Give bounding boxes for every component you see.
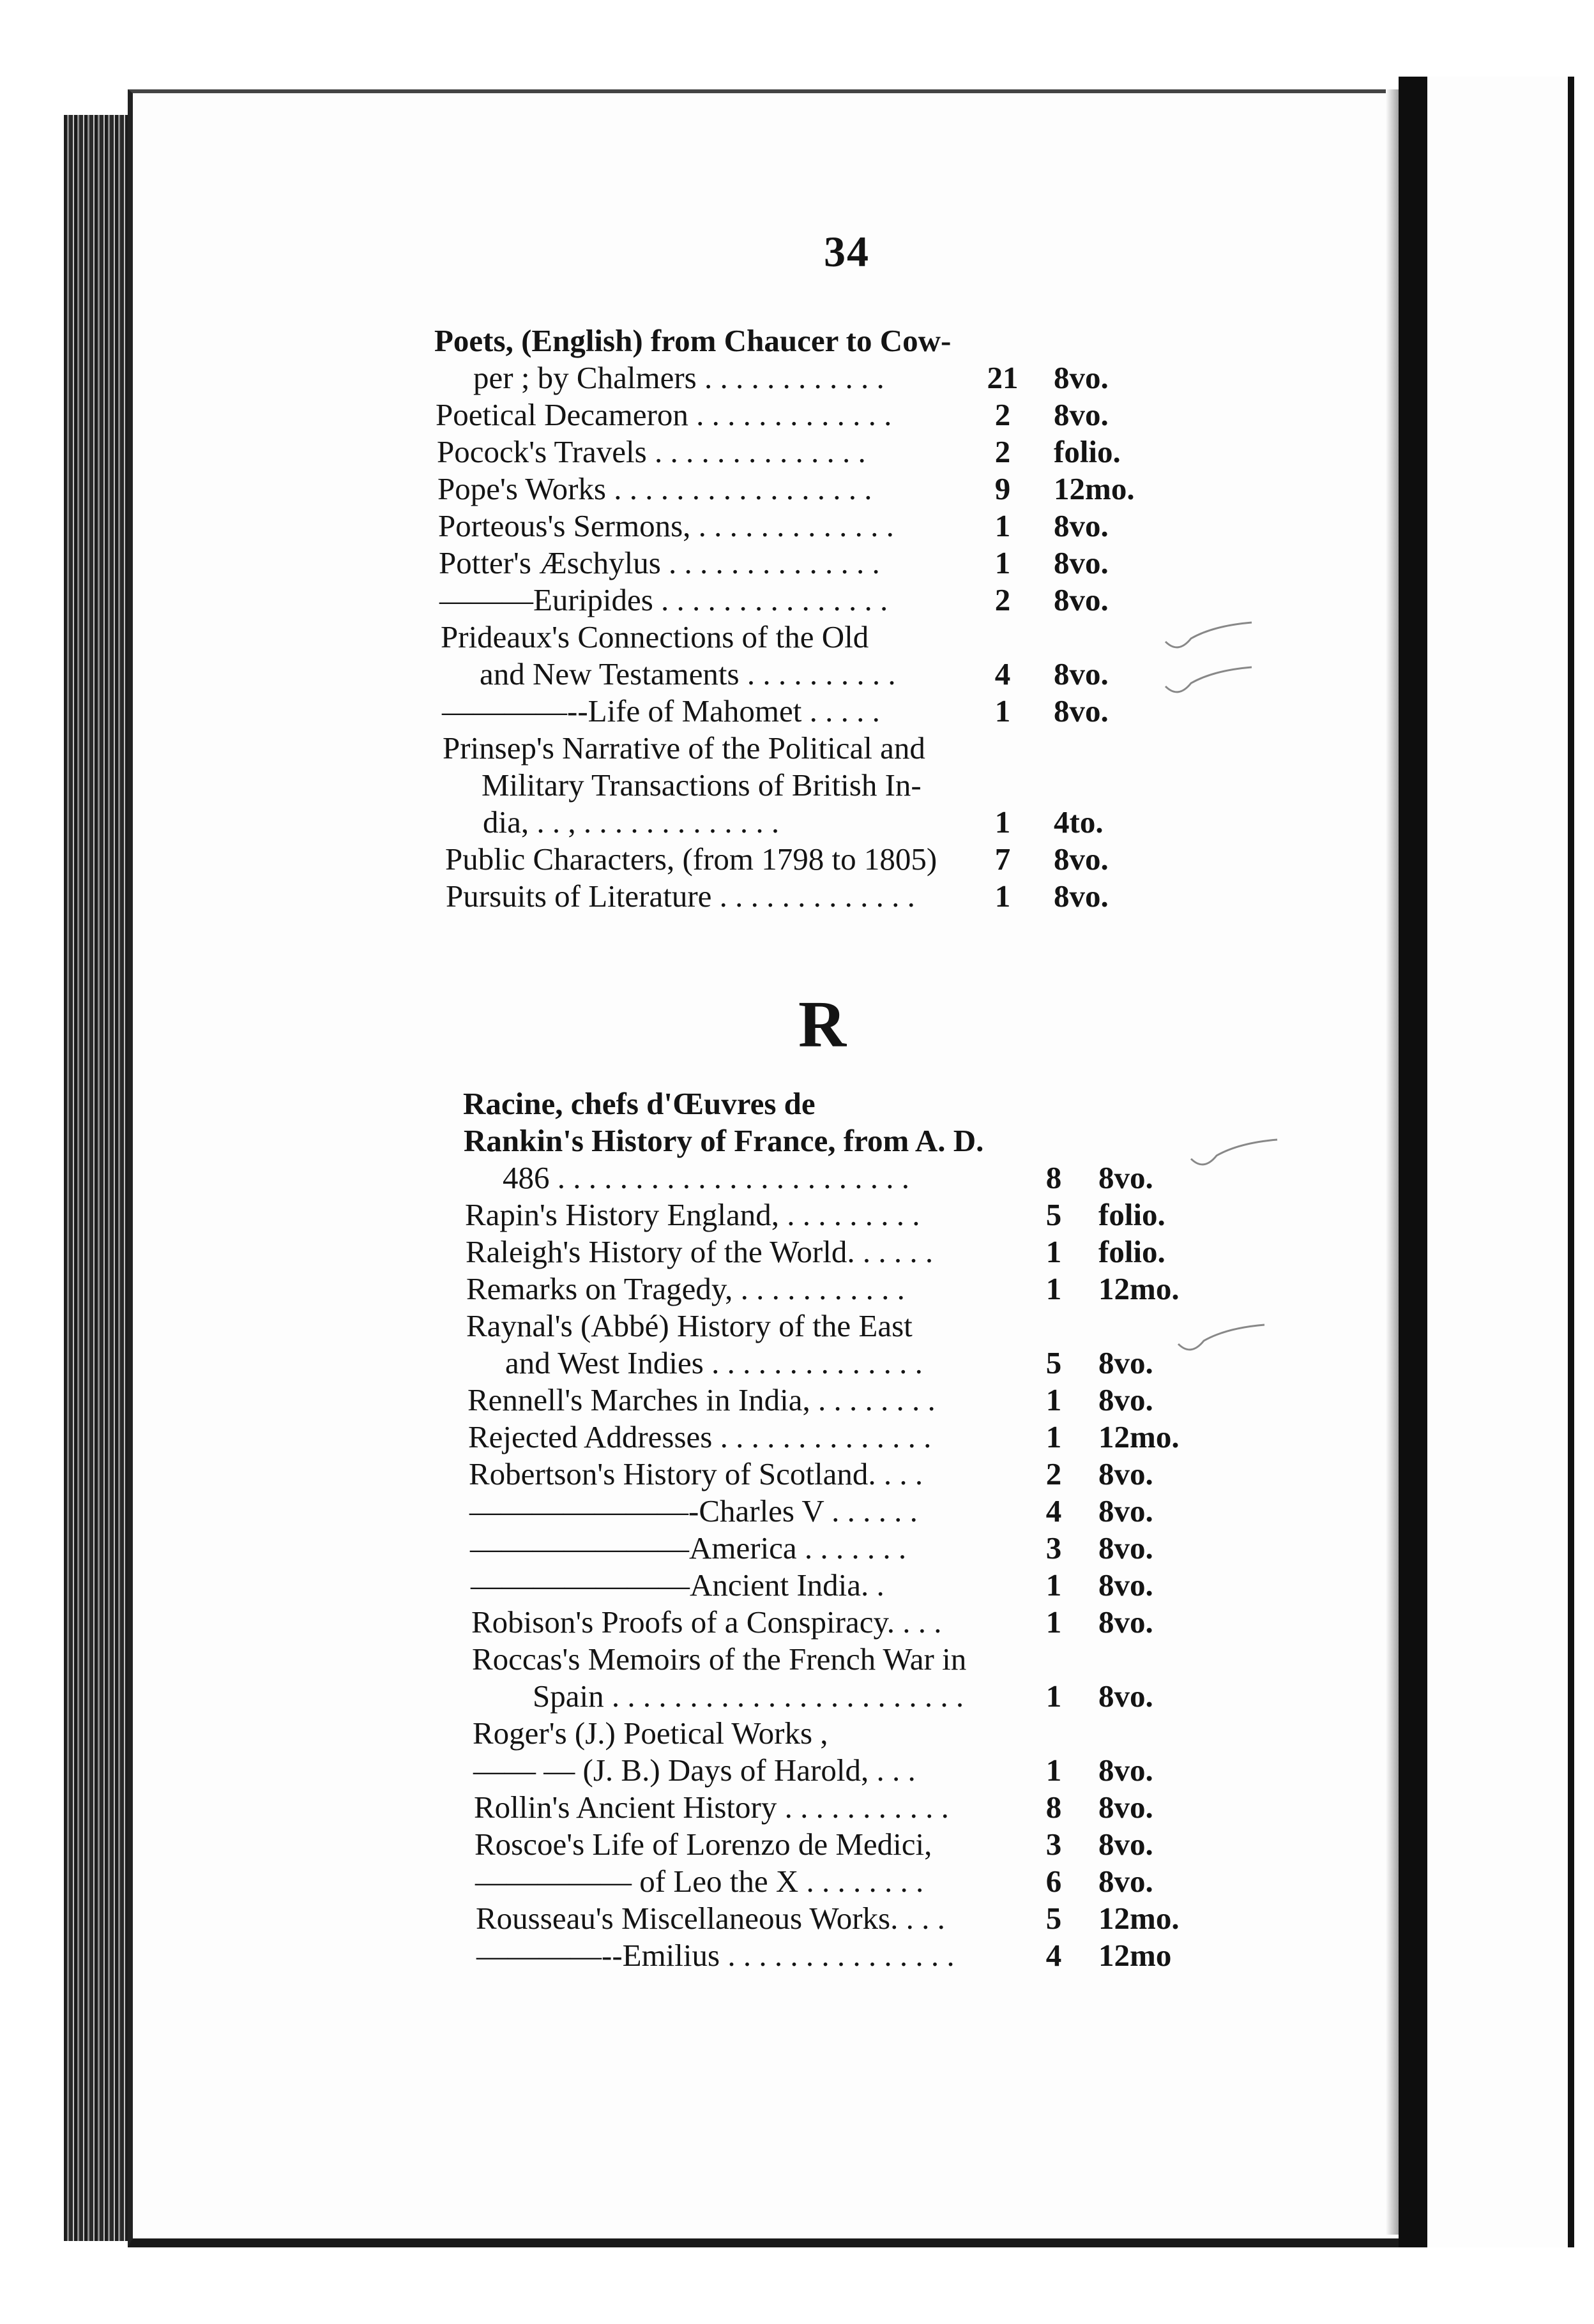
entry-volumes: 6 (1045, 1864, 1062, 1899)
entry-volumes: 7 (994, 841, 1011, 877)
entry-title: Spain . . . . . . . . . . . . . . . . . . . . . . . (533, 1679, 964, 1714)
catalogue-entry (469, 1456, 1203, 1493)
catalogue-entry (472, 1641, 1206, 1678)
entry-title: Raleigh's History of the World. . . . . . (466, 1234, 934, 1269)
entry-format: 8vo. (1098, 1382, 1153, 1417)
catalogue-entry (467, 1382, 1202, 1419)
entry-title: Rollin's Ancient History . . . . . . . . . . . (474, 1790, 949, 1825)
entry-volumes: 3 (1045, 1827, 1062, 1862)
catalogue-entry (441, 619, 1175, 656)
entry-title: Remarks on Tragedy, . . . . . . . . . . . (466, 1271, 905, 1306)
entry-volumes: 1 (994, 804, 1011, 840)
catalogue-entry (446, 878, 1180, 915)
entry-volumes: 1 (994, 545, 1011, 580)
spine-shadow (1386, 89, 1400, 2235)
catalogue-entry (473, 1715, 1207, 1752)
entry-volumes: 1 (994, 879, 1011, 914)
entry-title: Poets, (English) from Chaucer to Cow- (434, 323, 952, 358)
entry-title: Robison's Proofs of a Conspiracy. . . . (471, 1604, 942, 1640)
entry-volumes: 4 (994, 656, 1011, 691)
entry-title: Potter's Æschylus . . . . . . . . . . . . . . (439, 545, 880, 580)
entry-volumes: 1 (1045, 1419, 1062, 1454)
entry-format: 8vo. (1098, 1604, 1153, 1640)
entry-title: Porteous's Sermons, . . . . . . . . . . . . . (438, 508, 894, 543)
entry-title: Rapin's History England, . . . . . . . . . (465, 1197, 920, 1232)
entry-title: and New Testaments . . . . . . . . . . (480, 656, 896, 691)
entry-title: Poetical Decameron . . . . . . . . . . . . . (436, 397, 892, 432)
catalogue-entry (442, 693, 1176, 730)
entry-title: Racine, chefs d'Œuvres de (463, 1086, 816, 1121)
entry-title: per ; by Chalmers . . . . . . . . . . . . (473, 360, 884, 395)
catalogue-entry (483, 804, 1217, 841)
catalogue-entry (434, 322, 1169, 359)
catalogue-entry (443, 730, 1177, 767)
entry-format: folio. (1098, 1234, 1165, 1269)
entry-format: 8vo. (1098, 1790, 1153, 1825)
catalogue-entry (436, 396, 1170, 434)
entry-format: 8vo. (1054, 693, 1109, 728)
entry-title: ————--Emilius . . . . . . . . . . . . . . . (476, 1938, 955, 1973)
entry-volumes: 9 (994, 471, 1011, 506)
catalogue-entry (476, 1900, 1210, 1937)
entry-volumes: 1 (1045, 1679, 1062, 1714)
catalogue-entry (480, 656, 1214, 693)
entry-title: Rousseau's Miscellaneous Works. . . . (476, 1901, 945, 1936)
entry-format: folio. (1054, 434, 1121, 469)
entry-title: ———————Ancient India. . (471, 1567, 884, 1603)
entry-volumes: 2 (1045, 1456, 1062, 1491)
entry-format: 8vo. (1098, 1864, 1153, 1899)
entry-title: and West Indies . . . . . . . . . . . . . . (505, 1345, 923, 1380)
entry-title: Pope's Works . . . . . . . . . . . . . . . . . (437, 471, 872, 506)
entry-volumes: 1 (1045, 1271, 1062, 1306)
catalogue-entry (439, 545, 1173, 582)
entry-title: Robertson's History of Scotland. . . . (469, 1456, 923, 1491)
entry-title: ———Euripides . . . . . . . . . . . . . . . (439, 582, 888, 617)
entry-format: 8vo. (1098, 1567, 1153, 1603)
entry-format: 4to. (1054, 804, 1104, 840)
entry-title: Raynal's (Abbé) History of the East (466, 1308, 913, 1343)
catalogue-entry (464, 1122, 1198, 1159)
entry-volumes: 4 (1045, 1493, 1062, 1528)
pencil-tick-mark (1188, 1136, 1284, 1175)
entry-title: 486 . . . . . . . . . . . . . . . . . . . . . . . (503, 1160, 909, 1195)
catalogue-entry (474, 1826, 1209, 1863)
entry-format: 8vo. (1054, 582, 1109, 617)
catalogue-entry (465, 1196, 1199, 1234)
pencil-tick-mark (1162, 619, 1258, 658)
entry-title: ———————America . . . . . . . (470, 1530, 907, 1566)
entry-volumes: 2 (994, 434, 1011, 469)
entry-volumes: 1 (994, 693, 1011, 728)
catalogue-entry (471, 1604, 1206, 1641)
entry-title: —— — (J. B.) Days of Harold, . . . (473, 1753, 916, 1788)
catalogue-entry (473, 1752, 1208, 1789)
entry-title: Roscoe's Life of Lorenzo de Medici, (474, 1827, 932, 1862)
book-gutter (1399, 77, 1427, 2247)
catalogue-entry (438, 508, 1173, 545)
catalogue-entry (474, 1789, 1208, 1826)
entry-title: Prinsep's Narrative of the Political and (443, 730, 925, 766)
catalogue-entry (463, 1085, 1197, 1122)
catalogue-entry (466, 1308, 1201, 1345)
entry-volumes: 2 (994, 582, 1011, 617)
entry-title: Public Characters, (from 1798 to 1805) (445, 841, 937, 877)
catalogue-entry (533, 1678, 1267, 1715)
entry-volumes: 4 (1045, 1938, 1062, 1973)
entry-title: ————--Life of Mahomet . . . . . (442, 693, 880, 728)
entry-format: 8vo. (1098, 1493, 1153, 1528)
entry-volumes: 5 (1045, 1345, 1062, 1380)
entry-format: 8vo. (1054, 508, 1109, 543)
pencil-tick-mark (1175, 1322, 1271, 1360)
catalogue-entry (466, 1271, 1201, 1308)
entry-title: ————— of Leo the X . . . . . . . . (475, 1864, 924, 1899)
entry-title: Rankin's History of France, from A. D. (464, 1123, 984, 1158)
entry-title: Rennell's Marches in India, . . . . . . . . (467, 1382, 936, 1417)
catalogue-entry (469, 1493, 1204, 1530)
catalogue-entry (468, 1419, 1203, 1456)
entry-volumes: 5 (1045, 1901, 1062, 1936)
entry-format: 8vo. (1098, 1827, 1153, 1862)
catalogue-entry (503, 1159, 1237, 1196)
catalogue-entry (437, 434, 1171, 471)
catalogue-entry (437, 471, 1172, 508)
catalogue-entry (505, 1345, 1240, 1382)
entry-format: 8vo. (1054, 841, 1109, 877)
entry-title: ———————-Charles V . . . . . . (469, 1493, 918, 1528)
entry-format: 8vo. (1098, 1456, 1153, 1491)
entry-title: Rejected Addresses . . . . . . . . . . . . . . (468, 1419, 932, 1454)
entry-format: 8vo. (1098, 1345, 1153, 1380)
section-heading-r: R (798, 988, 847, 1061)
catalogue-entry (466, 1234, 1200, 1271)
catalogue-entry (473, 359, 1208, 396)
catalogue-entry (476, 1937, 1211, 1974)
catalogue-entry (471, 1567, 1205, 1604)
entry-format: 8vo. (1054, 656, 1109, 691)
entry-format: 12mo. (1054, 471, 1135, 506)
entry-format: 8vo. (1054, 879, 1109, 914)
catalogue-entry (439, 582, 1174, 619)
entry-volumes: 1 (1045, 1604, 1062, 1640)
entry-title: Pursuits of Literature . . . . . . . . . . . . . (446, 879, 915, 914)
entry-format: 8vo. (1098, 1160, 1153, 1195)
entry-volumes: 8 (1045, 1790, 1062, 1825)
entry-title: Pocock's Travels . . . . . . . . . . . . . . (437, 434, 866, 469)
page-edges (64, 115, 137, 2241)
entry-format: 8vo. (1098, 1753, 1153, 1788)
entry-volumes: 8 (1045, 1160, 1062, 1195)
entry-volumes: 5 (1045, 1197, 1062, 1232)
entry-title: Prideaux's Connections of the Old (441, 619, 869, 654)
catalogue-entry (482, 767, 1216, 804)
pencil-tick-mark (1162, 664, 1258, 702)
entry-title: Military Transactions of British In- (482, 767, 922, 803)
catalogue-entry (470, 1530, 1204, 1567)
entry-volumes: 2 (994, 397, 1011, 432)
entry-format: 8vo. (1098, 1679, 1153, 1714)
catalogue-entry (445, 841, 1180, 878)
entry-format: 12mo. (1098, 1901, 1180, 1936)
entry-volumes: 21 (987, 360, 1019, 395)
catalogue-entry (475, 1863, 1210, 1900)
entry-volumes: 1 (1045, 1234, 1062, 1269)
page-number: 34 (824, 227, 870, 276)
entry-format: 8vo. (1054, 360, 1109, 395)
entry-format: 12mo. (1098, 1271, 1180, 1306)
entry-volumes: 1 (1045, 1567, 1062, 1603)
entry-format: 8vo. (1098, 1530, 1153, 1566)
entry-format: 12mo (1098, 1938, 1172, 1973)
entry-volumes: 3 (1045, 1530, 1062, 1566)
facing-page-edge (1427, 77, 1574, 2247)
entry-volumes: 1 (1045, 1382, 1062, 1417)
entry-title: Roccas's Memoirs of the French War in (472, 1641, 967, 1677)
entry-title: dia, . . , . . . . . . . . . . . . . (483, 804, 780, 840)
entry-format: folio. (1098, 1197, 1165, 1232)
entry-format: 8vo. (1054, 545, 1109, 580)
entry-volumes: 1 (994, 508, 1011, 543)
entry-volumes: 1 (1045, 1753, 1062, 1788)
entry-format: 12mo. (1098, 1419, 1180, 1454)
entry-title: Roger's (J.) Poetical Works , (473, 1716, 828, 1751)
entry-format: 8vo. (1054, 397, 1109, 432)
